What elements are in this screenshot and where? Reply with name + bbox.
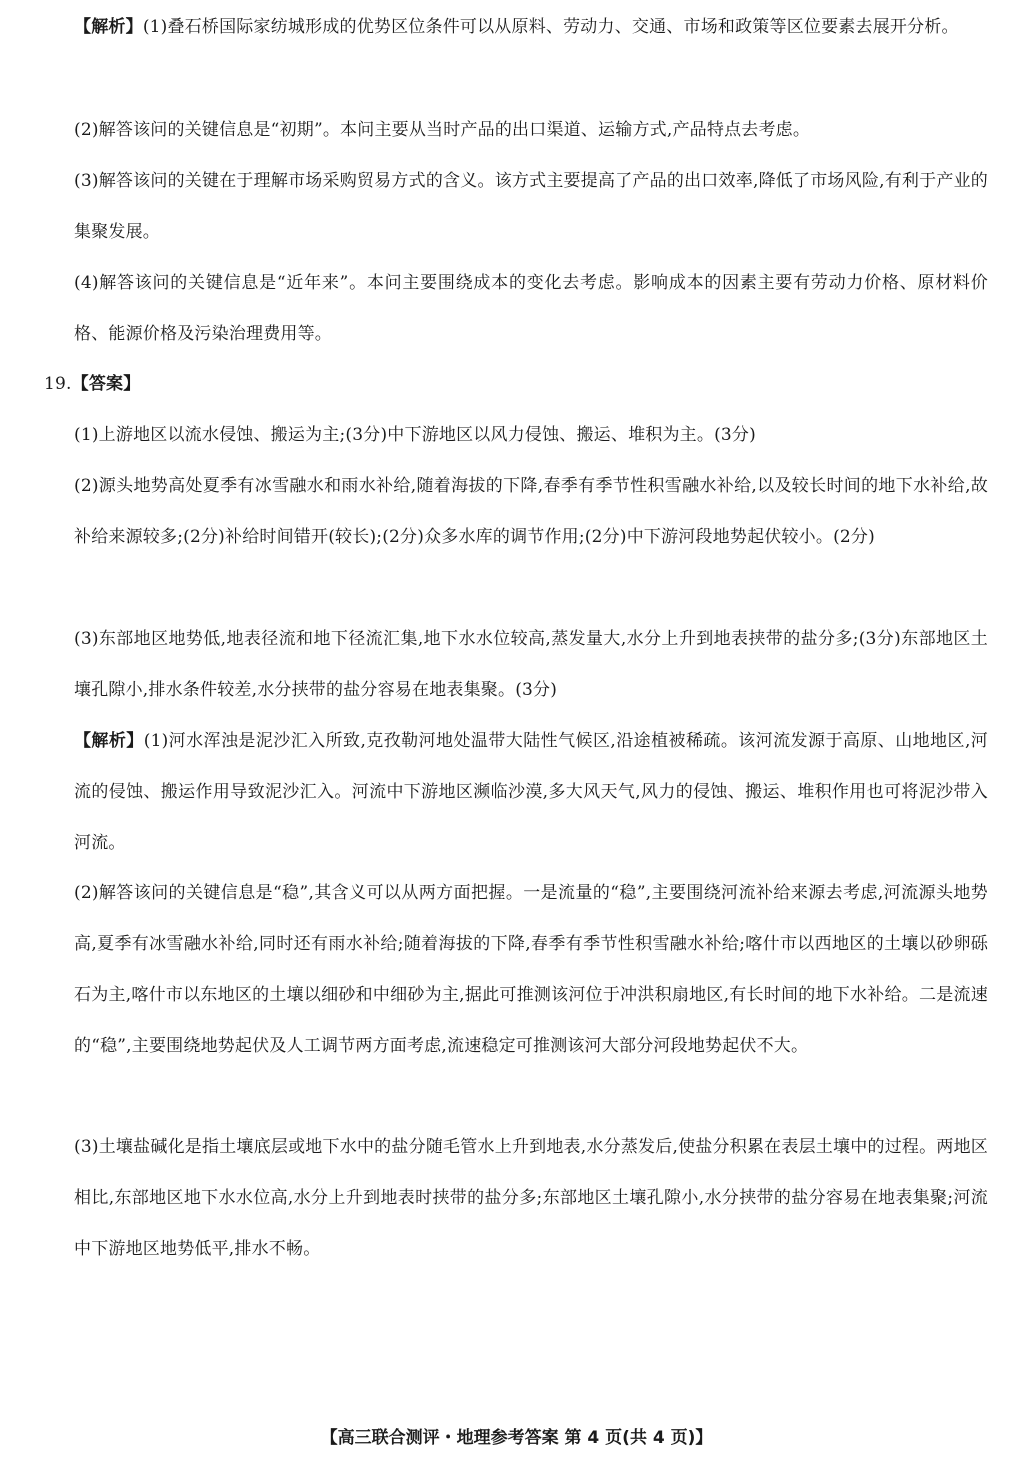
- q19-analysis-part3: (3)土壤盐碱化是指土壤底层或地下水中的盐分随毛管水上升到地表,水分蒸发后,使盐分积累在表层土壤中的过程。两地区相比,东部地区地下水水位高,水分上升到地表时挟带的盐分多;东部地区土壤孔隙小,水分挟带的盐分容易在地表集聚;河流中下游地区地势低平,排水不畅。: [74, 1137, 988, 1259]
- q19-analysis-part2: (2)解答该问的关键信息是“稳”,其含义可以从两方面把握。一是流量的“稳”,主要围绕河流补给来源去考虑,河流源头地势高,夏季有冰雪融水补给,同时还有雨水补给;随着海拔的下降,春季有季节性积雪融水补给;喀什市以西地区的土壤以砂卵砾石为主,喀什市以东地区的土壤以细砂和中细砂为主,据此可推测该河位于冲洪积扇地区,有长时间的地下水补给。二是流速的“稳”,主要围绕地势起伏及人工调节两方面考虑,流速稳定可推测该河大部分河段地势起伏不大。: [74, 883, 988, 1056]
- q18-analysis-part4: (4)解答该问的关键信息是“近年来”。本问主要围绕成本的变化去考虑。影响成本的因素主要有劳动力价格、原材料价格、能源价格及污染治理费用等。: [74, 273, 988, 344]
- q18-analysis-part3: (3)解答该问的关键在于理解市场采购贸易方式的含义。该方式主要提高了产品的出口效率,降低了市场风险,有利于产业的集聚发展。: [74, 171, 988, 242]
- q18-analysis-part1: [74, 2, 988, 53]
- q18-analysis-part2: (2)解答该问的关键信息是“初期”。本问主要从当时产品的出口渠道、运输方式,产品特点去考虑。: [74, 120, 811, 140]
- answer-tag: 【答案】: [71, 374, 141, 394]
- analysis-tag: 【解析】: [74, 731, 144, 751]
- question-number: 19.: [44, 374, 72, 394]
- q19-answer-part2: (2)源头地势高处夏季有冰雪融水和雨水补给,随着海拔的下降,春季有季节性积雪融水补给,以及较长时间的地下水补给,故补给来源较多;(2分)补给时间错开(较长);(2分)众多水库的调节作用;(2分)中下游河段地势起伏较小。(2分): [74, 476, 988, 547]
- q18-analysis-text-1: (1)叠石桥国际家纺城形成的优势区位条件可以从原料、劳动力、交通、市场和政策等区位要素去展开分析。: [142, 17, 959, 37]
- q19-heading: [44, 359, 988, 410]
- q19-analysis-text-1: (1)河水浑浊是泥沙汇入所致,克孜勒河地处温带大陆性气候区,沿途植被稀疏。该河流发源于高原、山地地区,河流的侵蚀、搬运作用导致泥沙汇入。河流中下游地区濒临沙漠,多大风天气,风力的侵蚀、搬运、堆积作用也可将泥沙带入河流。: [74, 731, 988, 853]
- page-footer: 【高三联合测评・地理参考答案 第 4 页(共 4 页)】: [320, 1428, 713, 1448]
- analysis-tag: 【解析】: [74, 17, 143, 37]
- q19-answer-part3: (3)东部地区地势低,地表径流和地下径流汇集,地下水水位较高,蒸发量大,水分上升到地表挟带的盐分多;(3分)东部地区土壤孔隙小,排水条件较差,水分挟带的盐分容易在地表集聚。(3分): [74, 629, 988, 700]
- q19-answer-part1: (1)上游地区以流水侵蚀、搬运为主;(3分)中下游地区以风力侵蚀、搬运、堆积为主。(3分): [74, 425, 756, 445]
- q19-analysis-part1: [74, 716, 988, 869]
